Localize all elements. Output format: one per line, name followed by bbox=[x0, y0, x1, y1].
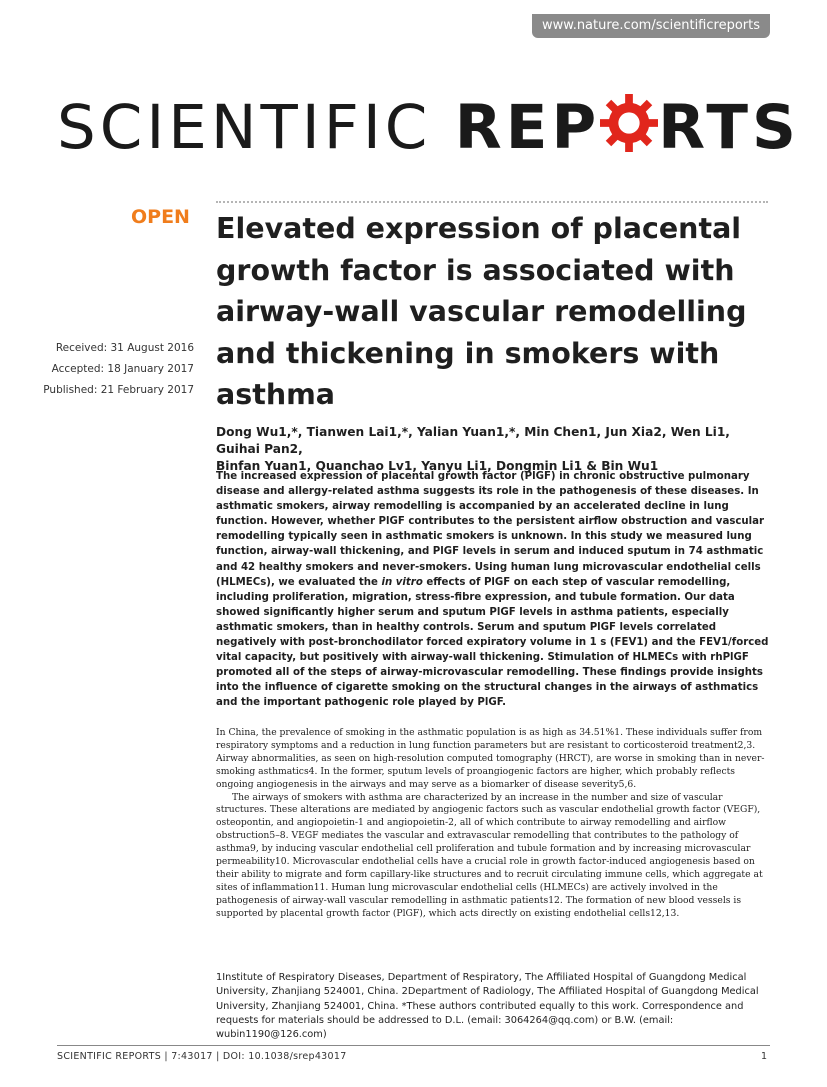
author-line-2: Binfan Yuan1, Quanchao Lv1, Yanyu Li1, Dongmin Li1 & Bin Wu1 bbox=[216, 459, 659, 473]
accepted-date: Accepted: 18 January 2017 bbox=[51, 363, 194, 375]
body-paragraph-2: The airways of smokers with asthma are characterized by an increase in the number and size of vascular structures. These alterations are mediated by angiogenic factors such as vascular endothelial growth factor (VEGF), osteopontin, and angiopoietin-1 and angiopoietin-2, all of which contribute to airway remodelling and airflow obstruction5–8. VEGF mediates the vascular and extravascular remodelling that contributes to the pathology of asthma9, by inducing vascular endothelial cell proliferation and tubule formation and by increasing microvascular permeability10. Microvascular endothelial cells have a crucial role in growth factor-induced angiogenesis based on their ability to migrate and form capillary-like structures and to recruit circulating immune cells, which aggregate at sites of inflammation11. Human lung microvascular endothelial cells (HLMECs) are actively involved in the pathogenesis of airway-wall vascular remodelling in asthmatic patients12. The formation of new blood vessels is supported by placental growth factor (PlGF), which acts directly on existing endothelial cells12,13. bbox=[216, 791, 763, 919]
affiliation-footnote: 1Institute of Respiratory Diseases, Department of Respiratory, The Affiliated Hospital of Guangdong Medical University, Zhanjiang 524001, China. 2Department of Radiology, The Affiliated Hospital of Guangdong Medical University, Zhanjiang 524001, China. *These authors contributed equally to this work. Correspondence and requests for materials should be addressed to D.L. (email: 3064264@qq.com) or B.W. (email: wubin1190@126.com) bbox=[216, 972, 759, 1041]
author-list bbox=[216, 424, 776, 475]
footer-doi: | 7:43017 | DOI: 10.1038/srep43017 bbox=[161, 1051, 347, 1062]
body-paragraph-1: In China, the prevalence of smoking in the asthmatic population is as high as 34.51%1. These individuals suffer from respiratory symptoms and a reduction in lung function parameters but are resistant to corticosteroid treatment2,3. Airway abnormalities, as seen on high-resolution computed tomography (HRCT), are worse in smoking than in never-smoking asthmatics4. In the former, sputum levels of proangiogenic factors are higher, which probably reflects ongoing angiogenesis in the airways and may serve as a biomarker of disease severity5,6. bbox=[216, 727, 765, 790]
logo-word-reports: REP RTS bbox=[454, 92, 800, 163]
published-date: Published: 21 February 2017 bbox=[43, 384, 194, 396]
open-access-label: OPEN bbox=[131, 206, 190, 228]
footer-rule bbox=[57, 1045, 770, 1046]
journal-logo bbox=[57, 88, 800, 188]
author-line-1: Dong Wu1,*, Tianwen Lai1,*, Yalian Yuan1,*, Min Chen1, Jun Xia2, Wen Li1, Guihai Pan2, bbox=[216, 425, 730, 456]
journal-url[interactable]: www.nature.com/scientificreports bbox=[532, 14, 770, 38]
article-title: Elevated expression of placental growth factor is associated with airway-wall vascular remodelling and thickening in smokers with asthma bbox=[216, 212, 747, 411]
footer-journal: SCIENTIFIC REPORTS bbox=[57, 1051, 162, 1062]
footer-citation bbox=[57, 1051, 347, 1062]
dotted-divider bbox=[216, 201, 768, 203]
abstract: The increased expression of placental growth factor (PlGF) in chronic obstructive pulmonary disease and allergy-related asthma suggests its role in the pathogenesis of these diseases. In asthmatic smokers, airway remodelling is accompanied by an accelerated decline in lung function. However, whether PlGF contributes to the persistent airflow obstruction and vascular remodelling typically seen in asthmatic smokers is unknown. In this study we measured lung function, airway-wall thickening, and PlGF levels in serum and induced sputum in 74 asthmatic and 42 healthy smokers and never-smokers. Using human lung microvascular endothelial cells (HLMECs), we evaluated the in vitro effects of PlGF on each step of vascular remodelling, including proliferation, migration, stress-fibre expression, and tubule formation. Our data showed significantly higher serum and sputum PlGF levels in asthma patients, especially asthmatic smokers, than in healthy controls. Serum and sputum PlGF levels correlated negatively with post-bronchodilator forced expiratory volume in 1 s (FEV1) and the FEV1/forced vital capacity, but positively with airway-wall thickening. Stimulation of HLMECs with rhPlGF promoted all of the steps of airway-microvascular remodelling. These findings provide insights into the influence of cigarette smoking on the structural changes in the airways of asthmatics and the important pathogenic role played by PlGF. bbox=[216, 471, 769, 709]
gear-o-icon bbox=[600, 94, 658, 152]
received-date: Received: 31 August 2016 bbox=[55, 342, 194, 354]
page-number: 1 bbox=[760, 1051, 767, 1062]
article-dates bbox=[14, 338, 194, 401]
article-body bbox=[216, 727, 769, 921]
logo-word-scientific: SCIENTIFIC bbox=[57, 92, 432, 163]
